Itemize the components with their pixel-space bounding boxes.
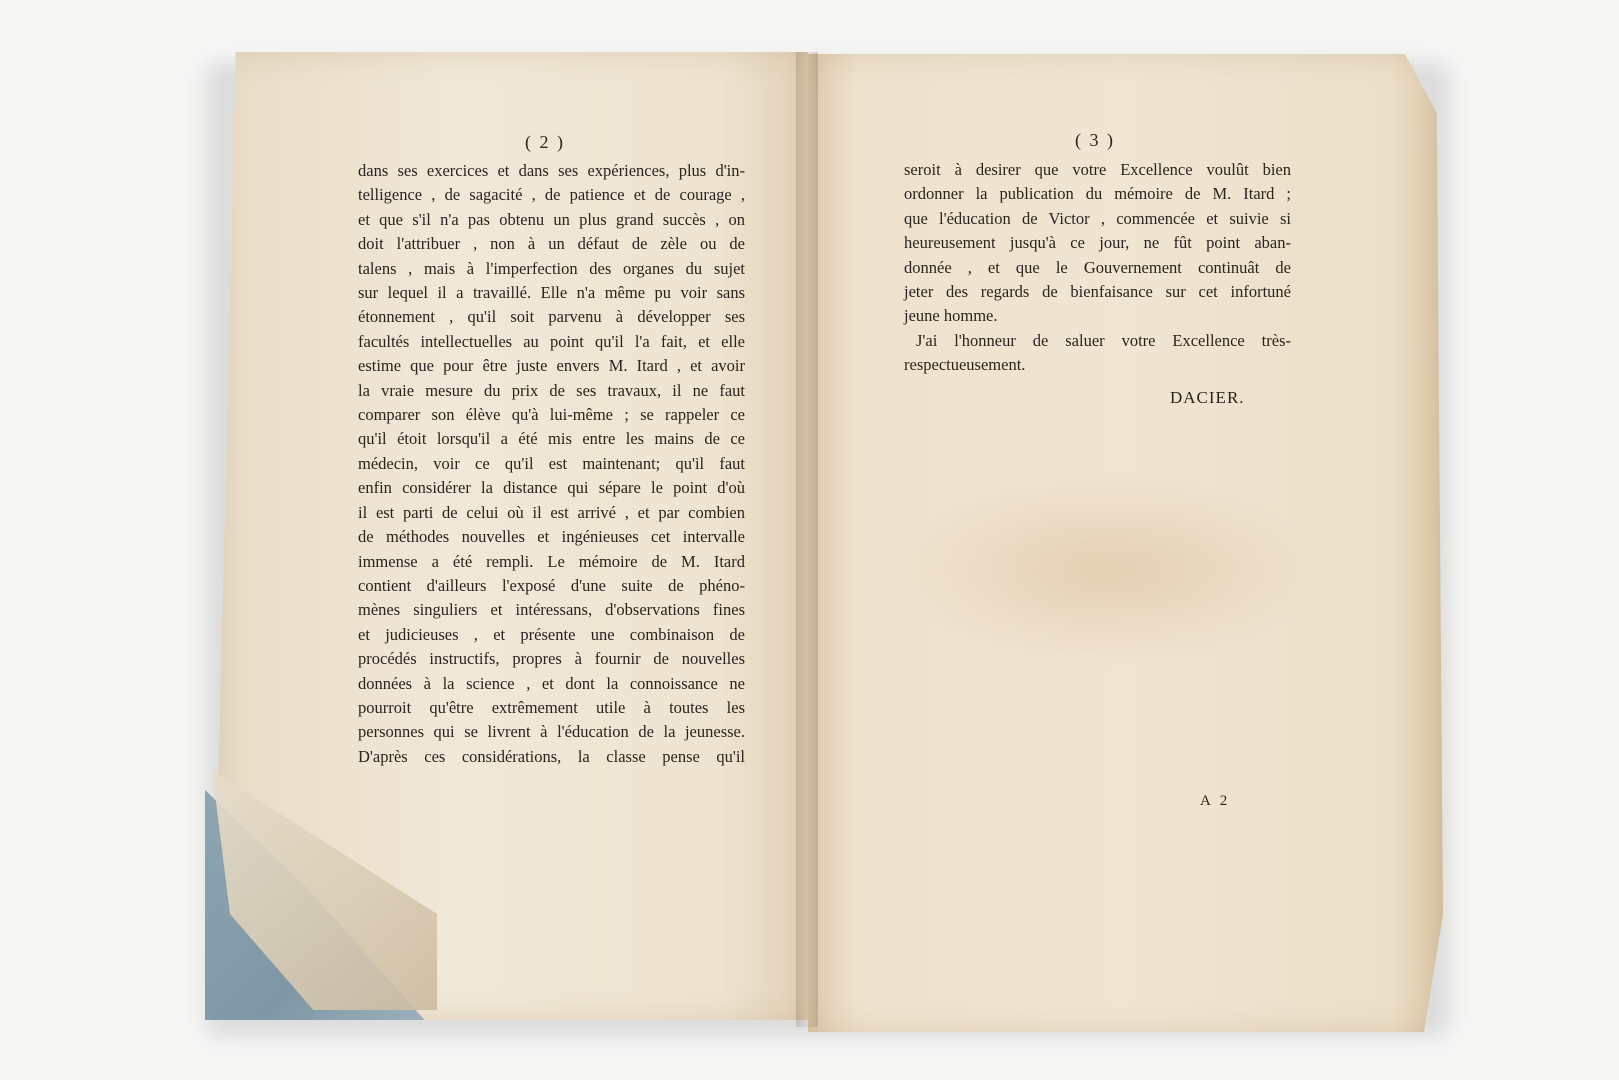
- text-line: et judicieuses , et présente une combinaison de: [358, 624, 745, 644]
- text-line: immense a été rempli. Le mémoire de M. Itard: [358, 551, 745, 571]
- text-line: et que s'il n'a pas obtenu un plus grand succès , on: [358, 209, 745, 229]
- text-line: seroit à desirer que votre Excellence voulût bien: [904, 160, 1291, 179]
- text-line: facultés intellectuelles au point qu'il l'a fait, et elle: [358, 331, 745, 351]
- signature-mark: A 2: [1200, 793, 1231, 809]
- text-line: donnée , et que le Gouvernement continuât de: [904, 257, 1291, 277]
- text-line: mènes singuliers et intéressans, d'observations fines: [358, 600, 745, 620]
- text-line: estime que pour être juste envers M. Itard , et avoir: [358, 356, 745, 376]
- closing-line: respectueusement.: [904, 355, 1026, 375]
- left-page-number: ( 2 ): [525, 132, 565, 152]
- text-line: procédés instructifs, propres à fournir de nouvelles: [358, 649, 745, 669]
- text-line: jeune homme.: [904, 306, 998, 326]
- right-page-number: ( 3 ): [1075, 130, 1115, 150]
- right-page-text: [904, 158, 1291, 378]
- text-line: étonnement , qu'il soit parvenu à développer ses: [358, 307, 745, 327]
- text-line: doit l'attribuer , non à un défaut de zèle ou de: [358, 234, 745, 254]
- signature: DACIER.: [1170, 388, 1245, 407]
- text-line: comparer son élève qu'à lui-même ; se rappeler ce: [358, 405, 745, 425]
- text-line: contient d'ailleurs l'exposé d'une suite de phéno-: [358, 575, 745, 595]
- text-line: sur lequel il a travaillé. Elle n'a même pu voir sans: [358, 283, 745, 303]
- closing-line: J'ai l'honneur de saluer votre Excellence très-: [916, 330, 1291, 350]
- text-line: il est parti de celui où il est arrivé , et par combien: [358, 502, 745, 522]
- left-page-text: [358, 159, 745, 769]
- text-line: données à la science , et dont la connoissance ne: [358, 673, 745, 693]
- text-line: médecin, voir ce qu'il est maintenant; qu'il faut: [358, 453, 745, 473]
- text-line: qu'il étoit lorsqu'il a été mis entre les mains de ce: [358, 429, 745, 449]
- text-line: dans ses exercices et dans ses expériences, plus d'in-: [358, 161, 745, 180]
- text-line: jeter des regards de bienfaisance sur cet infortuné: [904, 282, 1291, 302]
- text-line: ordonner la publication du mémoire de M. Itard ;: [904, 184, 1291, 204]
- text-line: talens , mais à l'imperfection des organes du sujet: [358, 258, 745, 278]
- text-line: telligence , de sagacité , de patience et de courage ,: [358, 185, 745, 205]
- text-line: heureusement jusqu'à ce jour, ne fût point aban-: [904, 233, 1291, 253]
- text-line: enfin considérer la distance qui sépare le point d'où: [358, 478, 745, 498]
- text-line: la vraie mesure du prix de ses travaux, il ne faut: [358, 380, 745, 400]
- text-line: de méthodes nouvelles et ingénieuses cet intervalle: [358, 527, 745, 547]
- text-line: D'après ces considérations, la classe pense qu'il: [358, 746, 745, 766]
- book-gutter: [796, 52, 818, 1027]
- text-line: personnes qui se livrent à l'éducation de la jeunesse.: [358, 722, 745, 742]
- text-line: que l'éducation de Victor , commencée et suivie si: [904, 208, 1291, 228]
- paper-stain: [900, 470, 1320, 670]
- text-line: pourroit qu'être extrêmement utile à toutes les: [358, 697, 745, 717]
